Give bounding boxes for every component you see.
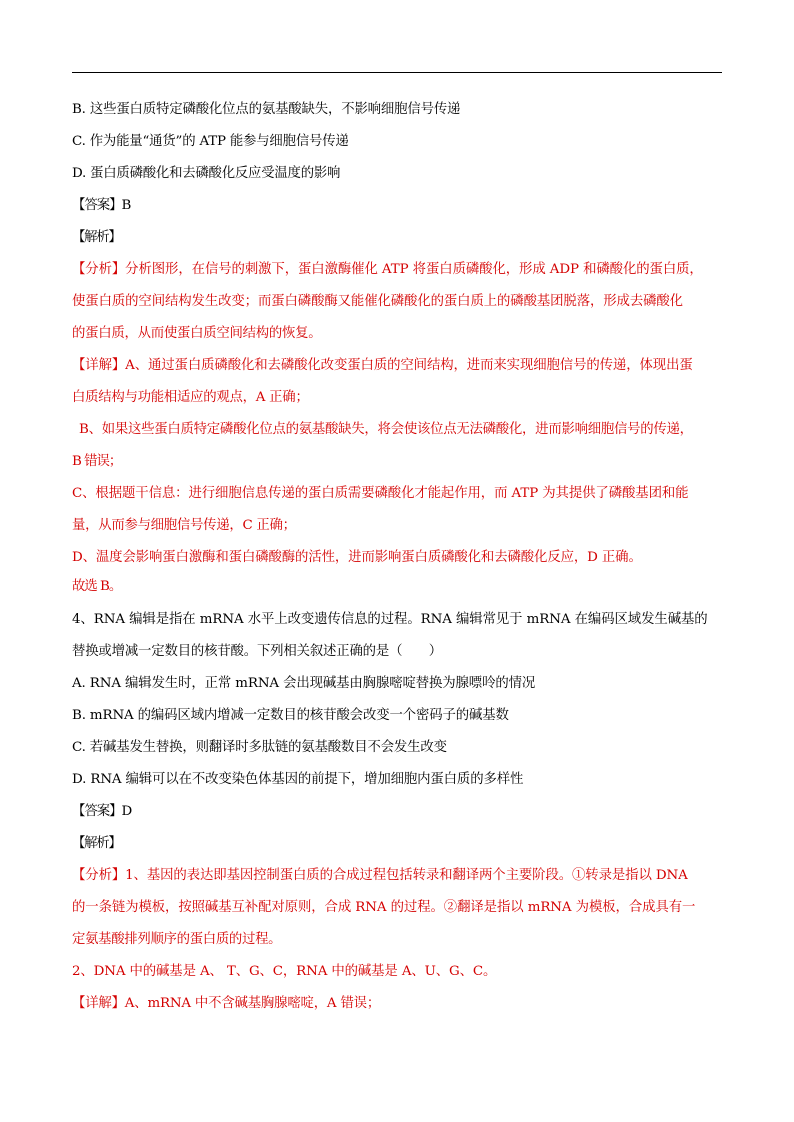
q3-option-b: B. 这些蛋白质特定磷酸化位点的氨基酸缺失，不影响细胞信号传递	[72, 102, 461, 117]
header-rule	[72, 72, 722, 73]
q4-analysis-label: 【解析】	[72, 836, 121, 851]
q3-detail-line: C、根据题干信息：进行细胞信息传递的蛋白质需要磷酸化才能起作用，而 ATP 为其提供了磷酸基团和能	[72, 486, 689, 501]
q4-stem-line: 替换或增减一定数目的核苷酸。下列相关叙述正确的是（ ）	[72, 644, 442, 659]
q4-option-a: A. RNA 编辑发生时，正常 mRNA 会出现碱基由胸腺嘧啶替换为腺嘌呤的情况	[72, 676, 536, 691]
q3-option-d: D. 蛋白质磷酸化和去磷酸化反应受温度的影响	[72, 166, 341, 181]
q3-detail-line: 【详解】A、通过蛋白质磷酸化和去磷酸化改变蛋白质的空间结构，进而来实现细胞信号的传递，体现出蛋	[72, 358, 693, 373]
q3-answer: 【答案】B	[72, 198, 131, 213]
q4-analysis-line: 的一条链为模板，按照碱基互补配对原则，合成 RNA 的过程。②翻译是指以 mRNA 为模板，合成具有一	[72, 900, 696, 915]
q3-detail-line: B 错误；	[72, 454, 122, 469]
q4-analysis-line: 定氨基酸排列顺序的蛋白质的过程。	[72, 932, 282, 947]
q4-analysis-line: 2、DNA 中的碱基是 A、 T、G、C，RNA 中的碱基是 A、U、G、C。	[72, 964, 497, 979]
q3-detail-line: 量，从而参与细胞信号传递，C 正确；	[72, 518, 296, 533]
q4-answer: 【答案】D	[72, 804, 132, 819]
q4-analysis-line: 【分析】1、基因的表达即基因控制蛋白质的合成过程包括转录和翻译两个主要阶段。①转录是指以 DNA	[72, 868, 688, 883]
q3-analysis-line: 的蛋白质，从而使蛋白质空间结构的恢复。	[72, 326, 322, 341]
q4-option-c: C. 若碱基发生替换，则翻译时多肽链的氨基酸数目不会发生改变	[72, 740, 447, 755]
q3-detail-line: 白质结构与功能相适应的观点，A 正确；	[72, 390, 309, 405]
q3-analysis-line: 【分析】分析图形，在信号的刺激下，蛋白激酶催化 ATP 将蛋白质磷酸化，形成 ADP 和磷酸化的蛋白质，	[72, 262, 703, 277]
q3-conclusion: 故选 B。	[72, 579, 122, 594]
q3-detail-line: B、如果这些蛋白质特定磷酸化位点的氨基酸缺失，将会使该位点无法磷酸化，进而影响细胞信号的传递，	[79, 422, 693, 437]
q3-analysis-line: 使蛋白质的空间结构发生改变；而蛋白磷酸酶又能催化磷酸化的蛋白质上的磷酸基团脱落，形成去磷酸化	[72, 294, 683, 309]
q4-detail-line: 【详解】A、mRNA 中不含碱基胸腺嘧啶，A 错误；	[72, 996, 381, 1011]
q3-analysis-label: 【解析】	[72, 230, 121, 245]
q4-option-b: B. mRNA 的编码区域内增减一定数目的核苷酸会改变一个密码子的碱基数	[72, 708, 509, 723]
q4-stem-line: 4、RNA 编辑是指在 mRNA 水平上改变遗传信息的过程。RNA 编辑常见于 mRNA 在编码区域发生碱基的	[72, 612, 708, 627]
q3-detail-line: D、温度会影响蛋白激酶和蛋白磷酸酶的活性，进而影响蛋白质磷酸化和去磷酸化反应，D 正确。	[72, 550, 642, 565]
q3-option-c: C. 作为能量“通货”的 ATP 能参与细胞信号传递	[72, 134, 349, 149]
q4-option-d: D. RNA 编辑可以在不改变染色体基因的前提下，增加细胞内蛋白质的多样性	[72, 772, 524, 787]
